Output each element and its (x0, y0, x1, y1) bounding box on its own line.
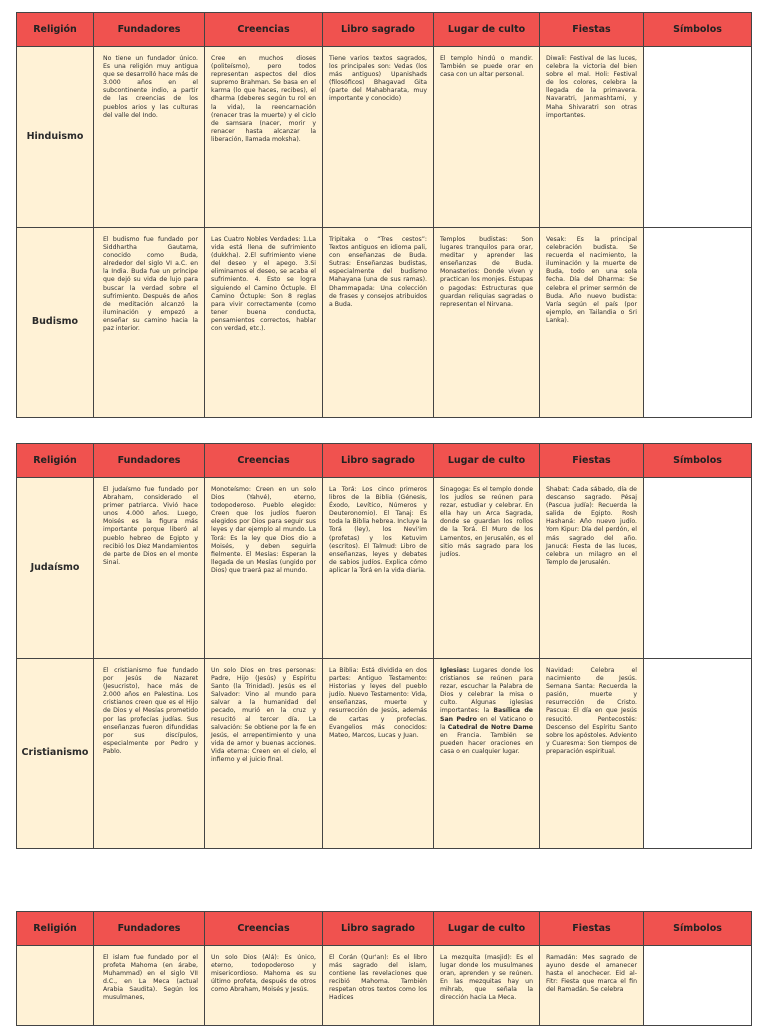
simbolos-cell (644, 478, 752, 659)
lugar-cell: La mezquita (masjid): Es el lugar donde los musulmanes oran, aprenden y se reúnen. En las mezquitas hay un mihrab, que señala la dirección hacia La Meca. (434, 946, 540, 1026)
header-row (17, 13, 752, 47)
fiestas-cell: Vesak: Es la principal celebración budista. Se recuerda el nacimiento, la iluminación y la muerte de Buda, todo en una sola fecha. Día del Dharma: Se celebra el primer sermón de Buda. Año nuevo budista: Varía según el país (por ejemplo, en Tailandia o Sri Lanka). (540, 228, 644, 418)
header-row (17, 912, 752, 946)
header-fundadores: Fundadores (94, 912, 205, 946)
header-religion: Religión (17, 13, 94, 47)
religion-table-1 (16, 12, 752, 418)
lugar-text: en el Vaticano o la (440, 715, 533, 731)
header-libro: Libro sagrado (323, 13, 434, 47)
header-simbolos: Símbolos (644, 444, 752, 478)
lugar-bold-notre-dame: Catedral de Notre Dame (447, 723, 533, 731)
header-religion: Religión (17, 912, 94, 946)
lugar-cell: El templo hindú o mandir. También se puede orar en casa con un altar personal. (434, 47, 540, 228)
table-row (17, 47, 752, 228)
header-libro: Libro sagrado (323, 444, 434, 478)
fiestas-cell: Shabat: Cada sábado, día de descanso sagrado. Pésaj (Pascua judía): Recuerda la salida de Egipto. Rosh Hashaná: Año nuevo judío. Yom Kipur: Día del perdón, el más sagrado del año. Janucá: Fiesta de las luces, celebra un milagro en el Templo de Jerusalén. (540, 478, 644, 659)
libro-cell: Tripitaka o “Tres cestos”: Textos antiguos en idioma pali, con enseñanzas de Buda. Sutras: Enseñanzas budistas, especialmente del budismo Mahayana (una de sus ramas). Dhammapada: Una colección de frases y consejos atribuidos a Buda. (323, 228, 434, 418)
header-creencias: Creencias (205, 912, 323, 946)
creencias-cell: Las Cuatro Nobles Verdades: 1.La vida está llena de sufrimiento (dukkha). 2.El sufrimiento viene del deseo y el apego. 3.Si eliminamos el deseo, se acaba el sufrimiento. 4. Esto se logra siguiendo el Camino Óctuple. El Camino Óctuple: Son 8 reglas para vivir correctamente (como tener buena conducta, pensamientos correctos, hablar con verdad, etc.). (205, 228, 323, 418)
header-simbolos: Símbolos (644, 912, 752, 946)
simbolos-cell (644, 946, 752, 1026)
religion-name: Cristianismo (17, 659, 94, 849)
fiestas-cell: Navidad: Celebra el nacimiento de Jesús. Semana Santa: Recuerda la pasión, muerte y resurrección de Cristo. Pascua: El día en que Jesús resucitó. Pentecostés: Descenso del Espíritu Santo sobre los apóstoles. Adviento y Cuaresma: Son tiempos de preparación espiritual. (540, 659, 644, 849)
header-fundadores: Fundadores (94, 444, 205, 478)
libro-cell: La Biblia: Está dividida en dos partes: Antiguo Testamento: Historias y leyes del pueblo judío. Nuevo Testamento: Vida, enseñanzas, muerte y resurrección de Jesús, además de cartas y profecías. Evangelios más conocidos: Mateo, Marcos, Lucas y Juan. (323, 659, 434, 849)
table-row (17, 228, 752, 418)
creencias-cell: Cree en muchos dioses (politeísmo), pero todos representan aspectos del dios supremo Brahman. Se basa en el karma (lo que haces, recibes), el dharma (deberes según tu rol en la vida), la reencarnación (renacer tras la muerte) y el ciclo de samsara (nacer, morir y renacer hasta alcanzar la liberación, llamada moksha). (205, 47, 323, 228)
fundadores-cell: El islam fue fundado por el profeta Mahoma (en árabe, Muhammad) en el siglo VII d.C., en La Meca (actual Arabia Saudita). Según los musulmanes, (94, 946, 205, 1026)
lugar-text: en Francia. También se pueden hacer oraciones en casa o en cualquier lugar. (440, 731, 533, 755)
header-fiestas: Fiestas (540, 444, 644, 478)
simbolos-cell (644, 228, 752, 418)
simbolos-cell (644, 659, 752, 849)
lugar-cell (434, 659, 540, 849)
libro-cell: El Corán (Qur'an): Es el libro más sagrado del islam, contiene las revelaciones que recibió Mahoma. También respetan otros textos como los Hadices (323, 946, 434, 1026)
fundadores-cell: El budismo fue fundado por Siddhartha Gautama, conocido como Buda, alrededor del siglo VI a.C. en la India. Buda fue un príncipe que dejó su vida de lujo para buscar la verdad sobre el sufrimiento. Después de años de meditación alcanzó la iluminación y empezó a enseñar su camino hacia la paz interior. (94, 228, 205, 418)
header-lugar: Lugar de culto (434, 912, 540, 946)
libro-cell: La Torá: Los cinco primeros libros de la Biblia (Génesis, Éxodo, Levítico, Números y Deuteronomio). El Tanaj: Es toda la Biblia hebrea. Incluye la Torá (ley), los Nevi'im (profetas) y los Ketuvim (escritos). El Talmud: Libro de enseñanzas, leyes y debates de sabios judíos. Explica cómo aplicar la Torá en la vida diaria. (323, 478, 434, 659)
religion-name: Hinduismo (17, 47, 94, 228)
religion-table-3 (16, 911, 752, 1026)
religion-table-2 (16, 443, 752, 849)
fundadores-cell: No tiene un fundador único. Es una religión muy antigua que se desarrolló hace más de 3.000 años en el subcontinente indio, a partir de las creencias de los pueblos arios y las culturas del valle del Indo. (94, 47, 205, 228)
table-row (17, 659, 752, 849)
religion-name: Budismo (17, 228, 94, 418)
table-row (17, 478, 752, 659)
lugar-bold-san-pedro: Basílica de San Pedro (440, 707, 533, 723)
lugar-text: Lugares donde los cristianos se reúnen para rezar, escuchar la Palabra de Dios y celebrar la misa o culto. Algunas iglesias importantes: la (440, 667, 533, 715)
libro-cell: Tiene varios textos sagrados, los principales son: Vedas (los más antiguos) Upanishads (filosóficos) Bhagavad Gita (parte del Mahabharata, muy importante y conocido) (323, 47, 434, 228)
header-libro: Libro sagrado (323, 912, 434, 946)
fundadores-cell: El judaísmo fue fundado por Abraham, considerado el primer patriarca. Vivió hace unos 4.000 años. Luego, Moisés es la figura más importante porque liberó al pueblo hebreo de Egipto y recibió los Diez Mandamientos de parte de Dios en el monte Sinaí. (94, 478, 205, 659)
lugar-cell: Templos budistas: Son lugares tranquilos para orar, meditar y aprender las enseñanzas de Buda. Monasterios: Donde viven y practican los monjes. Estupas o pagodas: Estructuras que guardan reliquias sagradas o representan el Nirvana. (434, 228, 540, 418)
fiestas-cell: Diwali: Festival de las luces, celebra la victoria del bien sobre el mal. Holi: Festival de los colores, celebra la llegada de la primavera. Navaratri, Janmashtami, y Maha Shivaratri son otras importantes. (540, 47, 644, 228)
creencias-cell: Un solo Dios en tres personas: Padre, Hijo (Jesús) y Espíritu Santo (la Trinidad). Jesús es el Salvador: Vino al mundo para salvar a la humanidad del pecado, murió en la cruz y resucitó al tercer día. La salvación: Se obtiene por la fe en Jesús, el arrepentimiento y una vida de amor y buenas acciones. Vida eterna: Creen en el cielo, el infierno y el juicio final. (205, 659, 323, 849)
header-creencias: Creencias (205, 13, 323, 47)
simbolos-cell (644, 47, 752, 228)
header-fundadores: Fundadores (94, 13, 205, 47)
header-fiestas: Fiestas (540, 912, 644, 946)
creencias-cell: Un solo Dios (Alá): Es único, eterno, todopoderoso y misericordioso. Mahoma es su último profeta, después de otros como Abraham, Moisés y Jesús. (205, 946, 323, 1026)
header-lugar: Lugar de culto (434, 13, 540, 47)
header-row (17, 444, 752, 478)
lugar-bold-iglesias: Iglesias: (440, 667, 470, 674)
fundadores-cell: El cristianismo fue fundado por Jesús de Nazaret (Jesucristo), hace más de 2.000 años en Palestina. Los cristianos creen que es el Hijo de Dios y el Mesías prometido por las profecías judías. Sus enseñanzas fueron difundidas por sus discípulos, especialmente por Pedro y Pablo. (94, 659, 205, 849)
header-creencias: Creencias (205, 444, 323, 478)
creencias-cell: Monoteísmo: Creen en un solo Dios (Yahvé), eterno, todopoderoso. Pueblo elegido: Creen que los judíos fueron elegidos por Dios para seguir sus leyes y dar ejemplo al mundo. La Torá: Es la ley que Dios dio a Moisés, y deben seguirla fielmente. El Mesías: Esperan la llegada de un Mesías (ungido por Dios) que traerá paz al mundo. (205, 478, 323, 659)
lugar-cell: Sinagoga: Es el templo donde los judíos se reúnen para rezar, estudiar y celebrar. En ella hay un Arca Sagrada, donde se guardan los rollos de la Torá. El Muro de los Lamentos, en Jerusalén, es el sitio más sagrado para los judíos. (434, 478, 540, 659)
header-religion: Religión (17, 444, 94, 478)
table-row (17, 946, 752, 1026)
header-fiestas: Fiestas (540, 13, 644, 47)
header-lugar: Lugar de culto (434, 444, 540, 478)
religion-name (17, 946, 94, 1026)
fiestas-cell: Ramadán: Mes sagrado de ayuno desde el amanecer hasta el anochecer. Eid al-Fitr: Fiesta que marca el fin del Ramadán. Se celebra (540, 946, 644, 1026)
religion-name: Judaísmo (17, 478, 94, 659)
header-simbolos: Símbolos (644, 13, 752, 47)
